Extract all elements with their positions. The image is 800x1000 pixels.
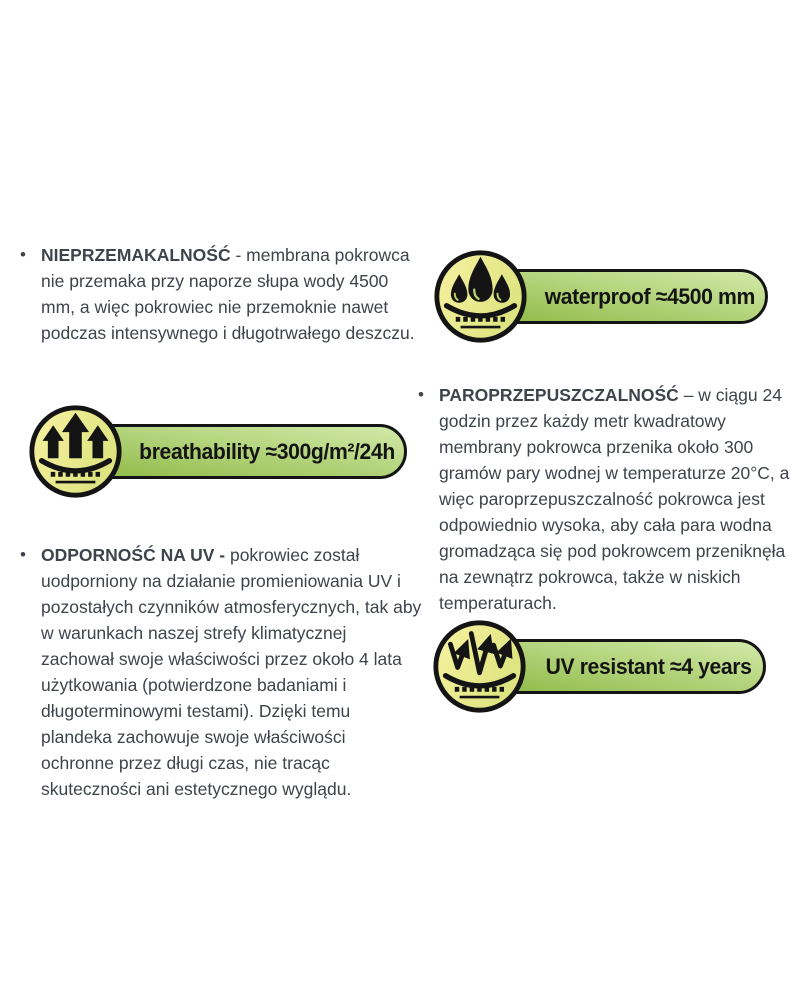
bullet-paroprzepuszczalnosc [418, 382, 800, 616]
bullet-title: ODPORNOŚĆ NA UV - [41, 545, 226, 565]
bullet-separator: – [678, 385, 699, 405]
bullet-text [439, 382, 800, 616]
bullet-nieprzemakalnosc [20, 242, 422, 346]
breathability-label: breathability ≈300g/m²/24h [139, 438, 395, 464]
bullet-body: w ciągu 24 godzin przez każdy metr kwadratowy membrany pokrowca przenika około 300 gramów pary wodnej w temperaturze 20°C, a więc paroprzepuszczalność pokrowca jest odpowiednio wysoka, aby cała para wodna gromadząca się pod pokrowcem przeniknęła na zewnątrz pokrowca, także w niskich temperaturach. [439, 385, 790, 613]
bullet-body: pokrowiec został uodporniony na działanie promieniowania UV i pozostałych czynników atmosferycznych, tak aby w warunkach naszej strefy klimatycznej zachował swoje właściwości przez około 4 lata użytkowania (potwierdzone badaniami i długoterminowymi testami). Dzięki temu plandeka zachowuje swoje właściwości ochronne przez długi czas, nie tracąc skuteczności ani estetycznego wyglądu. [41, 545, 422, 799]
breathability-pill [75, 424, 407, 479]
badge-breathability [27, 403, 407, 500]
waterproof-label: waterproof ≈4500 mm [544, 283, 756, 309]
bullet-separator: - [230, 245, 247, 265]
bullet-odpornosc-na-uv [20, 542, 422, 802]
water-drops-icon [432, 248, 529, 345]
uv-resistant-label: UV resistant ≈4 years [545, 653, 752, 679]
badge-waterproof [432, 248, 768, 345]
bullet-title: NIEPRZEMAKALNOŚĆ [41, 245, 231, 265]
bullet-title: PAROPRZEPUSZCZALNOŚĆ [439, 385, 679, 405]
bullet-body: membrana pokrowca nie przemaka przy naporze słupa wody 4500 mm, a więc pokrowiec nie przemoknie nawet podczas intensywnego i długotrwałego deszczu. [41, 245, 415, 343]
bullet-marker: • [20, 245, 26, 264]
bullet-marker: • [418, 385, 424, 404]
badge-uv-resistant [431, 618, 766, 715]
bullet-text [41, 542, 422, 802]
breathability-arrows-icon [27, 403, 124, 500]
bullet-marker: • [20, 545, 26, 564]
bullet-text [41, 242, 422, 346]
uv-arrows-icon [431, 618, 528, 715]
